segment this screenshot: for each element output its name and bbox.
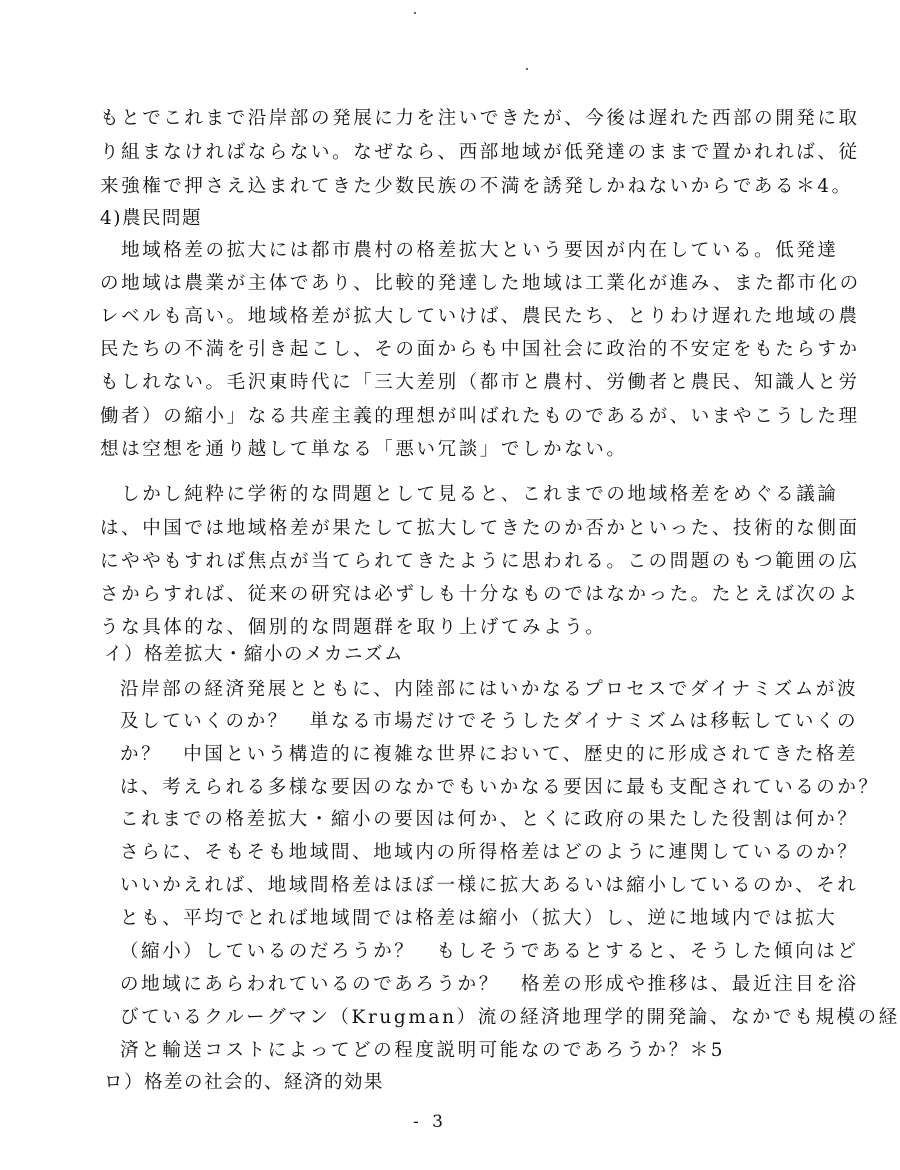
paragraph-line: は、中国では地域格差が果たして拡大してきたのか否かといった、技術的な側面 (100, 518, 860, 539)
paragraph-line: とも、平均でとれば地域間では格差は縮小（拡大）し、逆に地域内では拡大 (120, 908, 838, 929)
paragraph-line: 及していくのか？ 単なる市場だけでそうしたダイナミズムは移転していくの (120, 711, 859, 732)
page-number: - 3 (413, 1112, 447, 1132)
paragraph-line: もしれない。毛沢東時代に「三大差別（都市と農村、労働者と農民、知識人と労 (100, 372, 860, 393)
paragraph-line: 民たちの不満を引き起こし、その面からも中国社会に政治的不安定をもたらすか (100, 339, 860, 360)
paragraph-line: は、考えられる多様な要因のなかでもいかなる要因に最も支配されているのか？ (120, 777, 880, 798)
paragraph-line: 想は空想を通り越して単なる「悪い冗談」でしかない。 (100, 439, 628, 460)
subsection-heading: イ）格差拡大・縮小のメカニズム (104, 644, 405, 665)
paragraph-line: さらに、そもそも地域間、地域内の所得格差はどのように連関しているのか？ (120, 842, 859, 863)
section-heading: 4)農民問題 (100, 208, 202, 229)
paragraph-line: か？ 中国という構造的に複雑な世界において、歴史的に形成されてきた格差 (120, 744, 859, 765)
paragraph-line: 済と輸送コストによってどの程度説明可能なのであろうか？＊5 (120, 1040, 726, 1061)
paragraph-line: しかし純粋に学術的な問題として見ると、これまでの地域格差をめぐる議論 (100, 484, 839, 505)
paragraph-line: これまでの格差拡大・縮小の要因は何か、とくに政府の果たした役割は何か？ (120, 809, 859, 830)
paragraph-line: さからすれば、従来の研究は必ずしも十分なものではなかった。たとえば次のよ (100, 584, 860, 605)
paragraph-line: びているクルーグマン（Krugman）流の経済地理学的開発論、なかでも規模の経 (120, 1007, 900, 1028)
paragraph-line: り組まなければならない。なぜなら、西部地域が低発達のままで置かれれば、従 (100, 142, 860, 163)
scan-speck (414, 12, 416, 14)
paragraph-line: の地域は農業が主体であり、比較的発達した地域は工業化が進み、また都市化の (100, 273, 861, 294)
paragraph-line: もとでこれまで沿岸部の発展に力を注いできたが、今後は遅れた西部の開発に取 (100, 108, 860, 129)
paragraph-line: レベルも高い。地域格差が拡大していけば、農民たち、とりわけ遅れた地域の農 (100, 306, 860, 327)
paragraph-line: いいかえれば、地域間格差はほぼ一様に拡大あるいは縮小しているのか、それ (120, 875, 859, 896)
paragraph-line: 来強権で押さえ込まれてきた少数民族の不満を誘発しかねないからである＊4。 (100, 176, 853, 197)
paragraph-line: うな具体的な、個別的な問題群を取り上げてみよう。 (100, 617, 607, 638)
scan-speck (526, 68, 528, 70)
paragraph-line: 地域格差の拡大には都市農村の格差拡大という要因が内在している。低発達 (100, 240, 839, 261)
paragraph-line: にややもすれば焦点が当てられてきたように思われる。この問題のもつ範囲の広 (100, 551, 860, 572)
paragraph-line: 沿岸部の経済発展とともに、内陸部にはいかなるプロセスでダイナミズムが波 (120, 679, 859, 700)
subsection-heading: ロ）格差の社会的、経済的効果 (104, 1072, 385, 1093)
paragraph-line: 働者）の縮小」なる共産主義的理想が叫ばれたものであるが、いまやこうした理 (100, 406, 860, 427)
paragraph-line: の地域にあらわれているのであろうか？ 格差の形成や推移は、最近注目を浴 (120, 974, 859, 995)
paragraph-line: （縮小）しているのだろうか？ もしそうであるとすると、そうした傾向はど (120, 941, 859, 962)
